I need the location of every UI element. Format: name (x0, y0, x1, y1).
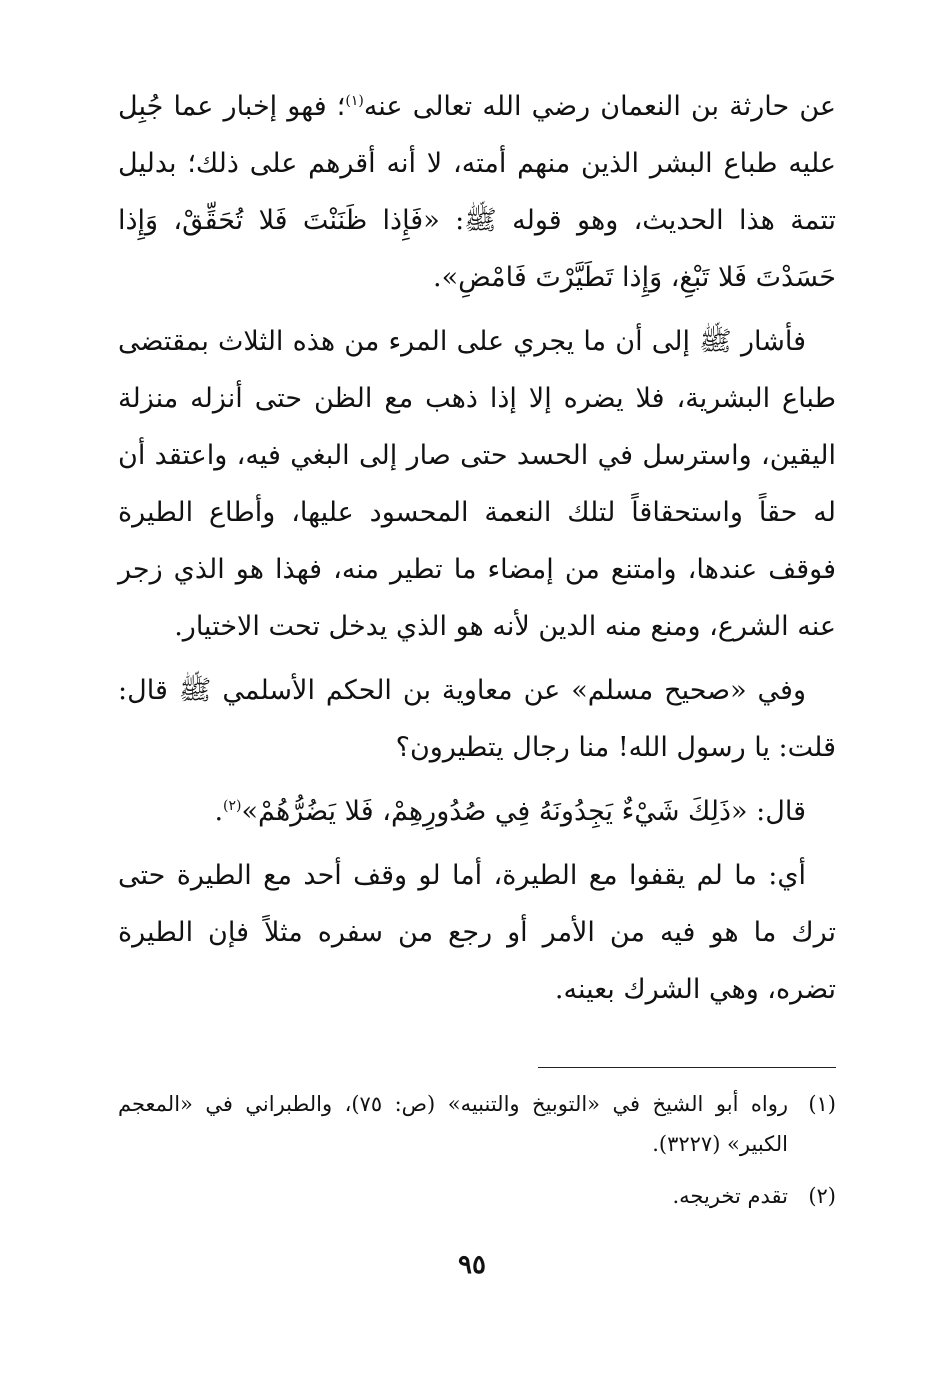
paragraph-5: أي: ما لم يقفوا مع الطيرة، أما لو وقف أحد مع الطيرة حتى ترك ما هو فيه من الأمر أو رجع من سفره مثلاً فإن الطيرة تضره، وهي الشرك بعينه. (118, 860, 836, 1005)
footnote-text: رواه أبو الشيخ في «التوبيخ والتنبيه» (ص: ٧٥)، والطبراني في «المعجم الكبير» (٣٢٢٧). (118, 1092, 788, 1156)
paragraph-1-text-b: ؛ فهو إخبار عما جُبِل عليه طباع البشر الذين منهم أمته، لا أنه أقرهم على ذلك؛ بدليل تتمة هذا الحديث، وهو قوله ﷺ: «فَإِذا ظَنَنْتَ فَلا تُحَقِّقْ، وَإِذا حَسَدْتَ فَلا تَبْغِ، وَإِذا تَطَيَّرْتَ فَامْضِ». (118, 91, 836, 293)
footnote-ref-1: (١) (345, 93, 364, 109)
footnote-ref-2: (٢) (223, 798, 242, 814)
page-number: ٩٥ (458, 1250, 486, 1280)
footnote-1 (118, 1084, 836, 1164)
paragraph-4 (118, 783, 836, 840)
footnote-number: (٢) (808, 1184, 836, 1208)
paragraph-1-text-a: عن حارثة بن النعمان رضي الله تعالى عنه (363, 91, 836, 122)
main-text (118, 78, 836, 1025)
footnote-2 (118, 1176, 836, 1216)
paragraph-4-text-a: قال: «ذَلِكَ شَيْءٌ يَجِدُونَهُ فِي صُدُورِهِمْ، فَلا يَضُرُّهُمْ» (241, 796, 806, 827)
footnote-number: (١) (808, 1092, 836, 1116)
paragraph-4-text-b: . (214, 796, 224, 827)
paragraph-2: فأشار ﷺ إلى أن ما يجري على المرء من هذه الثلاث بمقتضى طباع البشرية، فلا يضره إلا إذا ذهب مع الظن حتى أنزله منزلة اليقين، واسترسل في الحسد حتى صار إلى البغي فيه، واعتقد أن له حقاً واستحقاقاً لتلك النعمة المحسود عليها، وأطاع الطيرة فوقف عندها، وامتنع من إمضاء ما تطير منه، فهذا هو الذي زجر عنه الشرع، ومنع منه الدين لأنه هو الذي يدخل تحت الاختيار. (118, 326, 836, 642)
paragraph-3: وفي «صحيح مسلم» عن معاوية بن الحكم الأسلمي ﷺ قال: قلت: يا رسول الله! منا رجال يتطيرون؟ (118, 675, 836, 763)
paragraph-1 (118, 78, 836, 306)
footnote-text: تقدم تخريجه. (672, 1184, 788, 1208)
footnote-separator (538, 1067, 836, 1068)
footnotes (118, 1084, 836, 1228)
